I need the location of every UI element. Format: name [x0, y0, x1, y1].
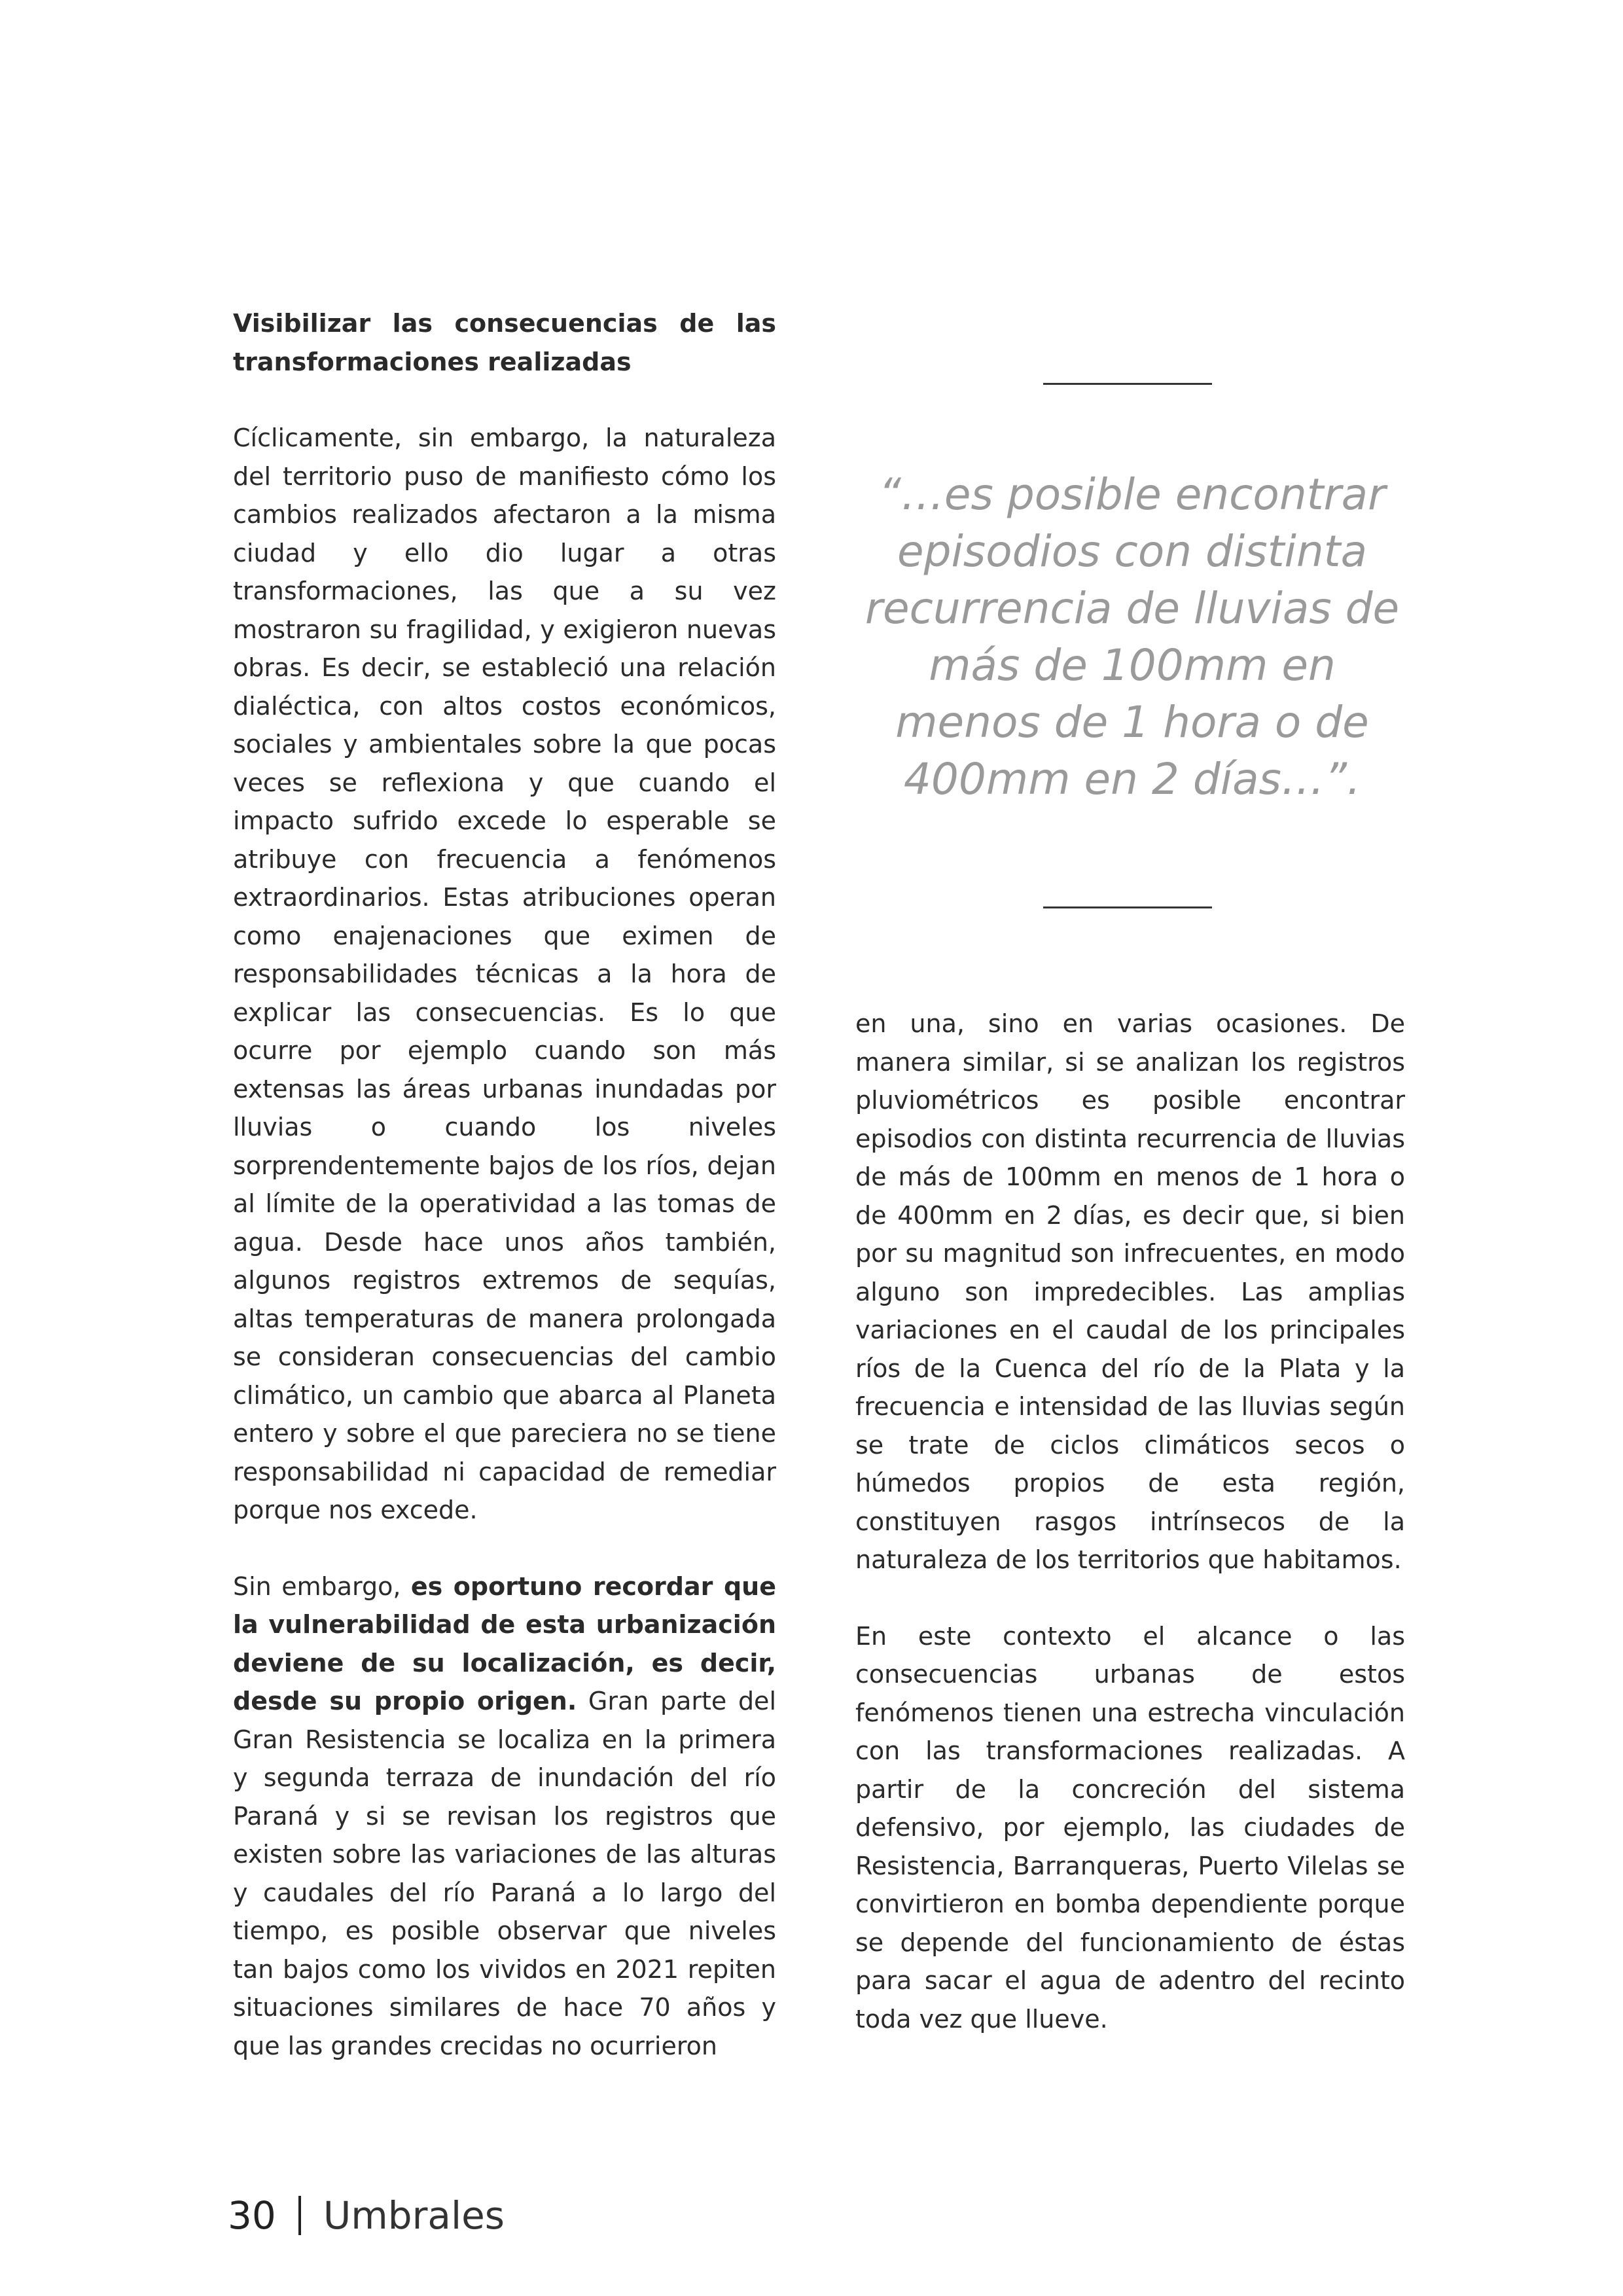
- pull-quote: “…es posible encontrar episodios con distinta recurrencia de lluvias de más de 100mm en menos de 1 hora o de 400mm en 2 días…”.: [865, 469, 1400, 804]
- paragraph-emphasis: es oportuno recordar que la vulnerabilidad de esta urbanización deviene de su localización, es decir, desde su propio origen.: [233, 1571, 776, 1715]
- paragraph: [233, 1568, 776, 2066]
- section-heading: Visibilizar las consecuencias de las transformaciones realizadas: [233, 309, 776, 376]
- quote-rule-bottom: [1043, 906, 1212, 908]
- paragraph: Cíclicamente, sin embargo, la naturaleza del territorio puso de manifiesto cómo los cambios realizados afectaron a la misma ciudad y ello dio lugar a otras transformaciones, las que a su vez mostraron su fragilidad, y exigieron nuevas obras. Es decir, se estableció una relación dialéctica, con altos costos económicos, sociales y ambientales sobre la que pocas veces se reflexiona y que cuando el impacto sufrido excede lo esperable se atribuye con frecuencia a fenómenos extraordinarios. Estas atribuciones operan como enajenaciones que eximen de responsabilidades técnicas a la hora de explicar las consecuencias. Es lo que ocurre por ejemplo cuando son más extensas las áreas urbanas inundadas por lluvias o cuando los niveles sorprendentemente bajos de los ríos, dejan al límite de la operatividad a las tomas de agua. Desde hace unos años también, algunos registros extremos de sequías, altas temperaturas de manera prolongada se consideran consecuencias del cambio climático, un cambio que abarca al Planeta entero y sobre el que pareciera no se tiene responsabilidad ni capacidad de remediar porque nos excede.: [233, 423, 776, 1524]
- paragraph-lead: Sin embargo,: [233, 1571, 411, 1601]
- left-column: [233, 304, 776, 2065]
- right-column: [855, 1005, 1405, 2038]
- page-footer: [228, 2193, 505, 2238]
- paragraph: en una, sino en varias ocasiones. De manera similar, si se analizan los registros pluviométricos es posible encontrar episodios con distinta recurrencia de lluvias de más de 100mm en menos de 1 hora o de 400mm en 2 días, es decir que, si bien por su magnitud son infrecuentes, en modo alguno son impredecibles. Las amplias variaciones en el caudal de los principales ríos de la Cuenca del río de la Plata y la frecuencia e intensidad de las lluvias según se trate de ciclos climáticos secos o húmedos propios de esta región, constituyen rasgos intrínsecos de la naturaleza de los territorios que habitamos.: [855, 1009, 1405, 1574]
- quote-rule-top: [1043, 383, 1212, 385]
- footer-separator: [298, 2196, 301, 2235]
- paragraph: En este contexto el alcance o las consecuencias urbanas de estos fenómenos tienen una estrecha vinculación con las transformaciones realizadas. A partir de la concreción del sistema defensivo, por ejemplo, las ciudades de Resistencia, Barranqueras, Puerto Vilelas se convirtieron en bomba dependiente porque se depende del funcionamiento de éstas para sacar el agua de adentro del recinto toda vez que llueve.: [855, 1621, 1405, 2034]
- publication-name: Umbrales: [323, 2193, 505, 2238]
- page-number: 30: [228, 2193, 276, 2238]
- paragraph-continuation: Gran parte del Gran Resistencia se localiza en la primera y segunda terraza de inundación del río Paraná y si se revisan los registros que existen sobre las variaciones de las alturas y caudales del río Paraná a lo largo del tiempo, es posible observar que niveles tan bajos como los vividos en 2021 repiten situaciones similares de hace 70 años y que las grandes crecidas no ocurrieron: [233, 1687, 776, 2060]
